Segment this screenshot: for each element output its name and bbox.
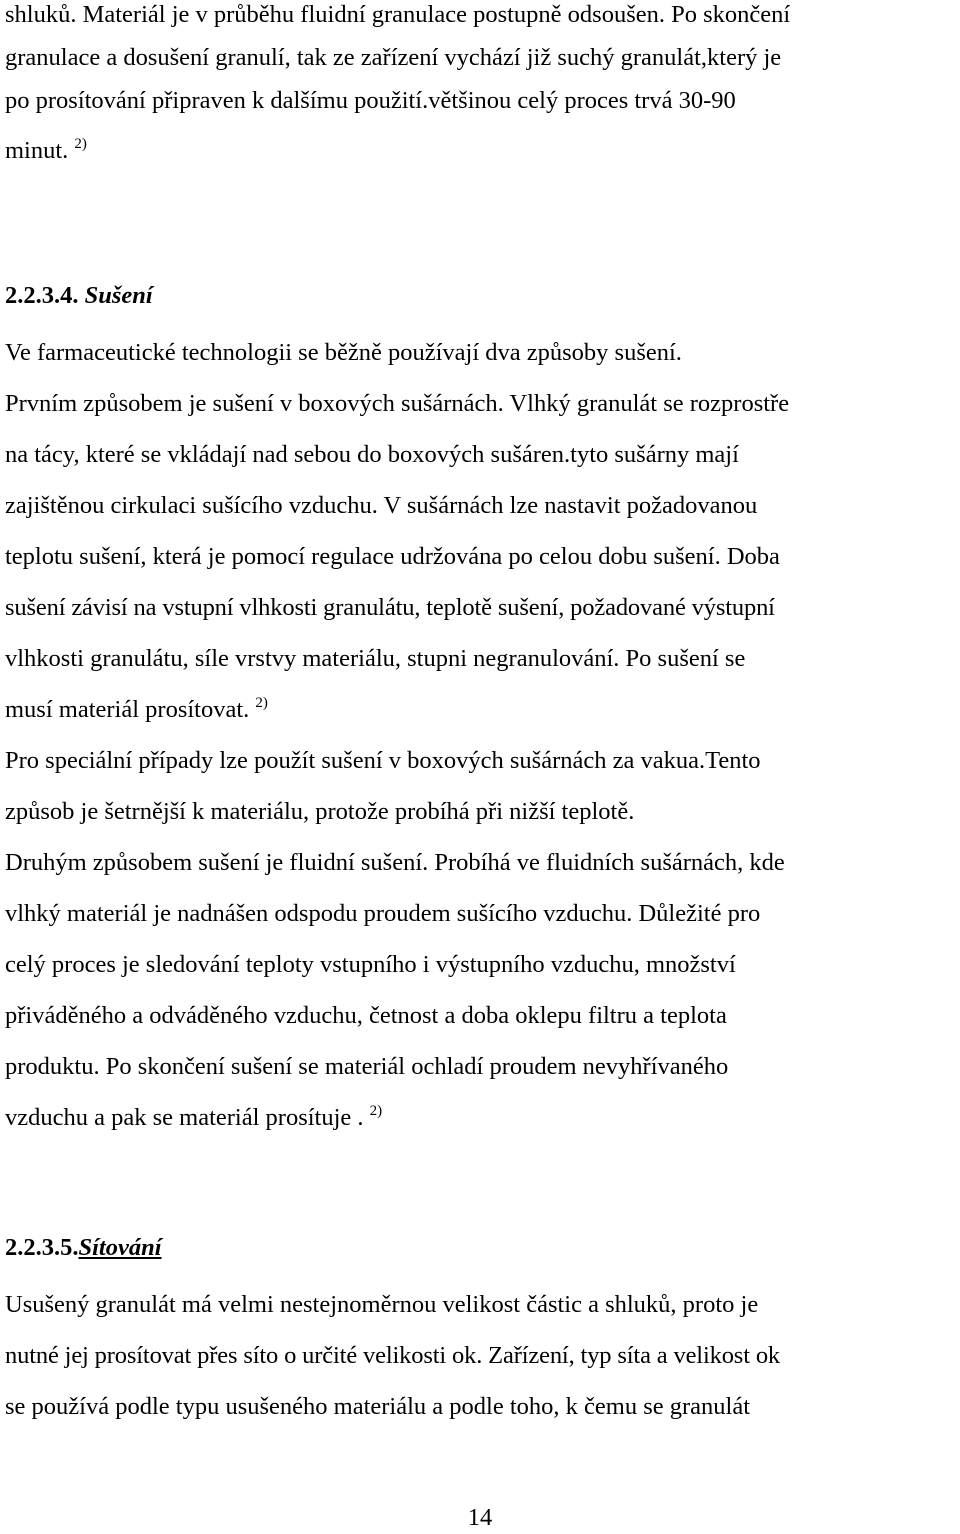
text-line: nutné jej prosítovat přes síto o určité velikosti ok. Zařízení, typ síta a velikost ok xyxy=(5,1342,781,1369)
text-line: produktu. Po skončení sušení se materiál ochladí proudem nevyhřívaného xyxy=(5,1053,729,1080)
text-fragment: minut. xyxy=(5,137,75,164)
text-line-with-ref xyxy=(5,695,268,725)
reference-superscript: 2) xyxy=(369,1103,383,1119)
text-line: zajištěnou cirkulaci sušícího vzduchu. V sušárnách lze nastavit požadovanou xyxy=(5,492,758,519)
text-line: sušení závisí na vstupní vlhkosti granulátu, teplotě sušení, požadované výstupní xyxy=(5,594,775,621)
text-line: shluků. Materiál je v průběhu fluidní granulace postupně odsoušen. Po skončení xyxy=(5,1,791,28)
text-line: po prosítování připraven k dalšímu použití.většinou celý proces trvá 30-90 xyxy=(5,87,736,114)
text-line: celý proces je sledování teploty vstupního i výstupního vzduchu, množství xyxy=(5,951,736,978)
text-line: vlhkosti granulátu, síle vrstvy materiálu, stupni negranulování. Po sušení se xyxy=(5,645,746,672)
text-line: způsob je šetrnější k materiálu, protože probíhá při nižší teplotě. xyxy=(5,798,635,825)
text-line-with-ref xyxy=(5,1103,382,1133)
text-line: na tácy, které se vkládají nad sebou do boxových sušáren.tyto sušárny mají xyxy=(5,441,739,468)
text-line: Usušený granulát má velmi nestejnoměrnou velikost částic a shluků, proto je xyxy=(5,1291,759,1318)
section-heading-sieving xyxy=(5,1233,162,1263)
text-fragment: musí materiál prosítovat. xyxy=(5,696,256,723)
reference-superscript: 2) xyxy=(255,695,268,711)
text-line: přiváděného a odváděného vzduchu, četnost a doba oklepu filtru a teplota xyxy=(5,1002,727,1029)
text-line: se používá podle typu usušeného materiálu a podle toho, k čemu se granulát xyxy=(5,1393,751,1420)
section-heading-drying xyxy=(5,281,153,311)
section-title: Sítování xyxy=(78,1234,162,1261)
text-line: granulace a dosušení granulí, tak ze zařízení vychází již suchý granulát,který je xyxy=(5,44,782,71)
text-line: vlhký materiál je nadnášen odspodu proudem sušícího vzduchu. Důležité pro xyxy=(5,900,761,927)
text-line: Prvním způsobem je sušení v boxových sušárnách. Vlhký granulát se rozprostře xyxy=(5,390,790,417)
section-title: Sušení xyxy=(84,282,153,309)
text-line: Pro speciální případy lze použít sušení v boxových sušárnách za vakua.Tento xyxy=(5,747,761,774)
page-number: 14 xyxy=(467,1504,493,1531)
reference-superscript: 2) xyxy=(74,136,87,152)
text-line: Ve farmaceutické technologii se běžně používají dva způsoby sušení. xyxy=(5,339,682,366)
text-line-with-ref xyxy=(5,136,87,166)
text-line: Druhým způsobem sušení je fluidní sušení. Probíhá ve fluidních sušárnách, kde xyxy=(5,849,785,876)
text-line: teplotu sušení, která je pomocí regulace udržována po celou dobu sušení. Doba xyxy=(5,543,780,570)
section-number: 2.2.3.4. xyxy=(5,282,79,309)
text-fragment: vzduchu a pak se materiál prosítuje . xyxy=(5,1104,370,1131)
section-number: 2.2.3.5. xyxy=(5,1234,79,1261)
